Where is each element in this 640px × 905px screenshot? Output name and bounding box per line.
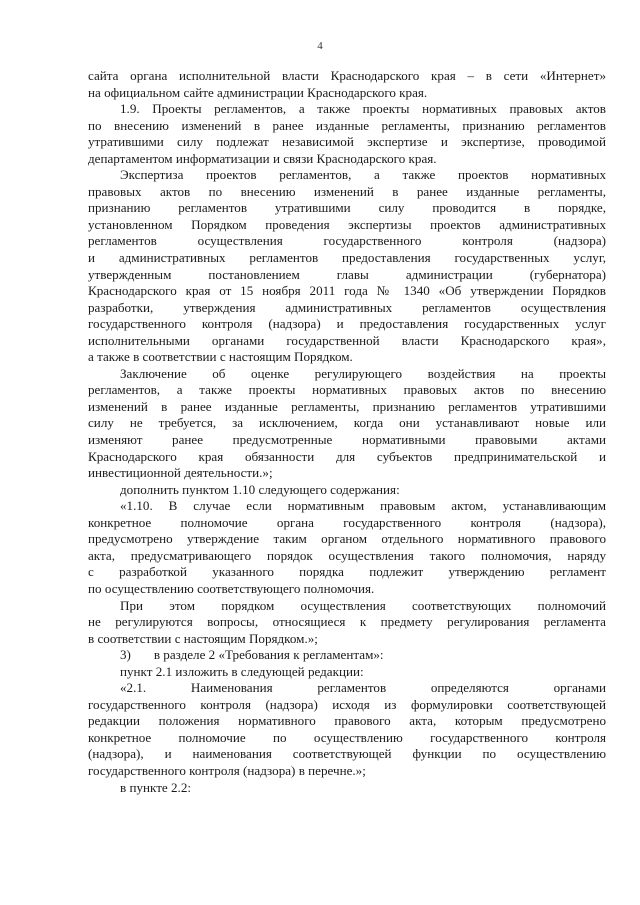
text-line: государственного контроля (надзора) исходя из формулировки соответствующей [88, 696, 606, 712]
text-line: Заключение об оценке регулирующего воздействия на проекты [120, 365, 606, 381]
text-line: по осуществлению соответствующего полномочия. [88, 580, 375, 596]
text-line: «1.10. В случае если нормативным правовым актом, устанавливающим [120, 498, 606, 514]
text-line: исполнительными органами государственной власти Краснодарского края», [88, 332, 606, 348]
text-line: изменений в ранее изданные регламенты, признанию регламентов утратившими [88, 398, 606, 414]
text-line: утратившими силу подлежат независимой экспертизе и экспертизе, проводимой [88, 134, 606, 150]
text-line: а также в соответствии с настоящим Порядком. [88, 349, 353, 365]
document-body [88, 68, 606, 796]
text-line: дополнить пунктом 1.10 следующего содержания: [120, 481, 400, 497]
text-line: При этом порядком осуществления соответствующих полномочий [120, 597, 606, 613]
text-line: редакции положения нормативного правового акта, которым предусмотрено [88, 713, 606, 729]
page-number: 4 [317, 40, 323, 52]
text-line: по внесению изменений в ранее изданные регламенты, признанию регламентов [88, 117, 606, 133]
text-line: в соответствии с настоящим Порядком.»; [88, 630, 318, 646]
text-line: Краснодарского края обязанности для субъектов предпринимательской и [88, 448, 606, 464]
text-line: конкретное полномочие по осуществлению государственного контроля [88, 729, 606, 745]
text-line: в пункте 2.2: [120, 779, 192, 795]
text-line: акта, предусматривающего порядок осуществления такого полномочия, наряду [88, 547, 606, 563]
text-line: на официальном сайте администрации Краснодарского края. [88, 84, 428, 100]
text-line: силу не требуется, за исключением, когда они устанавливают новые или [88, 415, 606, 431]
text-line: 1.9. Проекты регламентов, а также проекты нормативных правовых актов [120, 101, 606, 117]
text-line: «2.1. Наименования регламентов определяются органами [120, 680, 606, 696]
text-line: пункт 2.1 изложить в следующей редакции: [120, 663, 364, 679]
text-line: 3) в разделе 2 «Требования к регламентам»: [120, 647, 384, 663]
text-line: признанию регламентов утратившими силу проводится в порядке, [88, 200, 606, 216]
text-line: разработки, утверждения административных регламентов осуществления [88, 299, 606, 315]
text-line: инвестиционной деятельности.»; [88, 465, 273, 481]
text-line: установленном Порядком проведения экспертизы проектов административных [88, 216, 606, 232]
text-line: с разработкой указанного порядка подлежит утверждению регламент [88, 564, 606, 580]
text-line: Краснодарского края от 15 ноября 2011 года № 1340 «Об утверждении Порядков [88, 283, 606, 299]
text-line: изменяют ранее предусмотренные нормативными правовыми актами [88, 432, 606, 448]
text-line: и административных регламентов предоставления государственных услуг, [88, 250, 606, 266]
text-line: не регулируются вопросы, относящиеся к предмету регулирования регламента [88, 614, 606, 630]
text-line: правовых актов по внесению изменений в ранее изданные регламенты, [88, 183, 606, 199]
text-line: (надзора), и наименования соответствующей функции по осуществлению [88, 746, 606, 762]
text-line: государственного контроля (надзора) и предоставления государственных услуг [88, 316, 606, 332]
text-line: предусмотрено утверждение таким органом отдельного нормативного правового [88, 531, 606, 547]
text-line: конкретное полномочие органа государственного контроля (надзора), [88, 514, 606, 530]
text-line: государственного контроля (надзора) в перечне.»; [88, 762, 366, 778]
text-line: регламентов осуществления государственного контроля (надзора) [88, 233, 606, 249]
text-line: регламентов, а также проекты нормативных правовых актов по внесению [88, 382, 606, 398]
text-line: сайта органа исполнительной власти Краснодарского края – в сети «Интернет» [88, 68, 606, 83]
text-line: утвержденным постановлением главы администрации (губернатора) [88, 266, 606, 282]
text-line: департаментом информатизации и связи Краснодарского края. [88, 150, 437, 166]
text-line: Экспертиза проектов регламентов, а также проектов нормативных [120, 167, 606, 183]
